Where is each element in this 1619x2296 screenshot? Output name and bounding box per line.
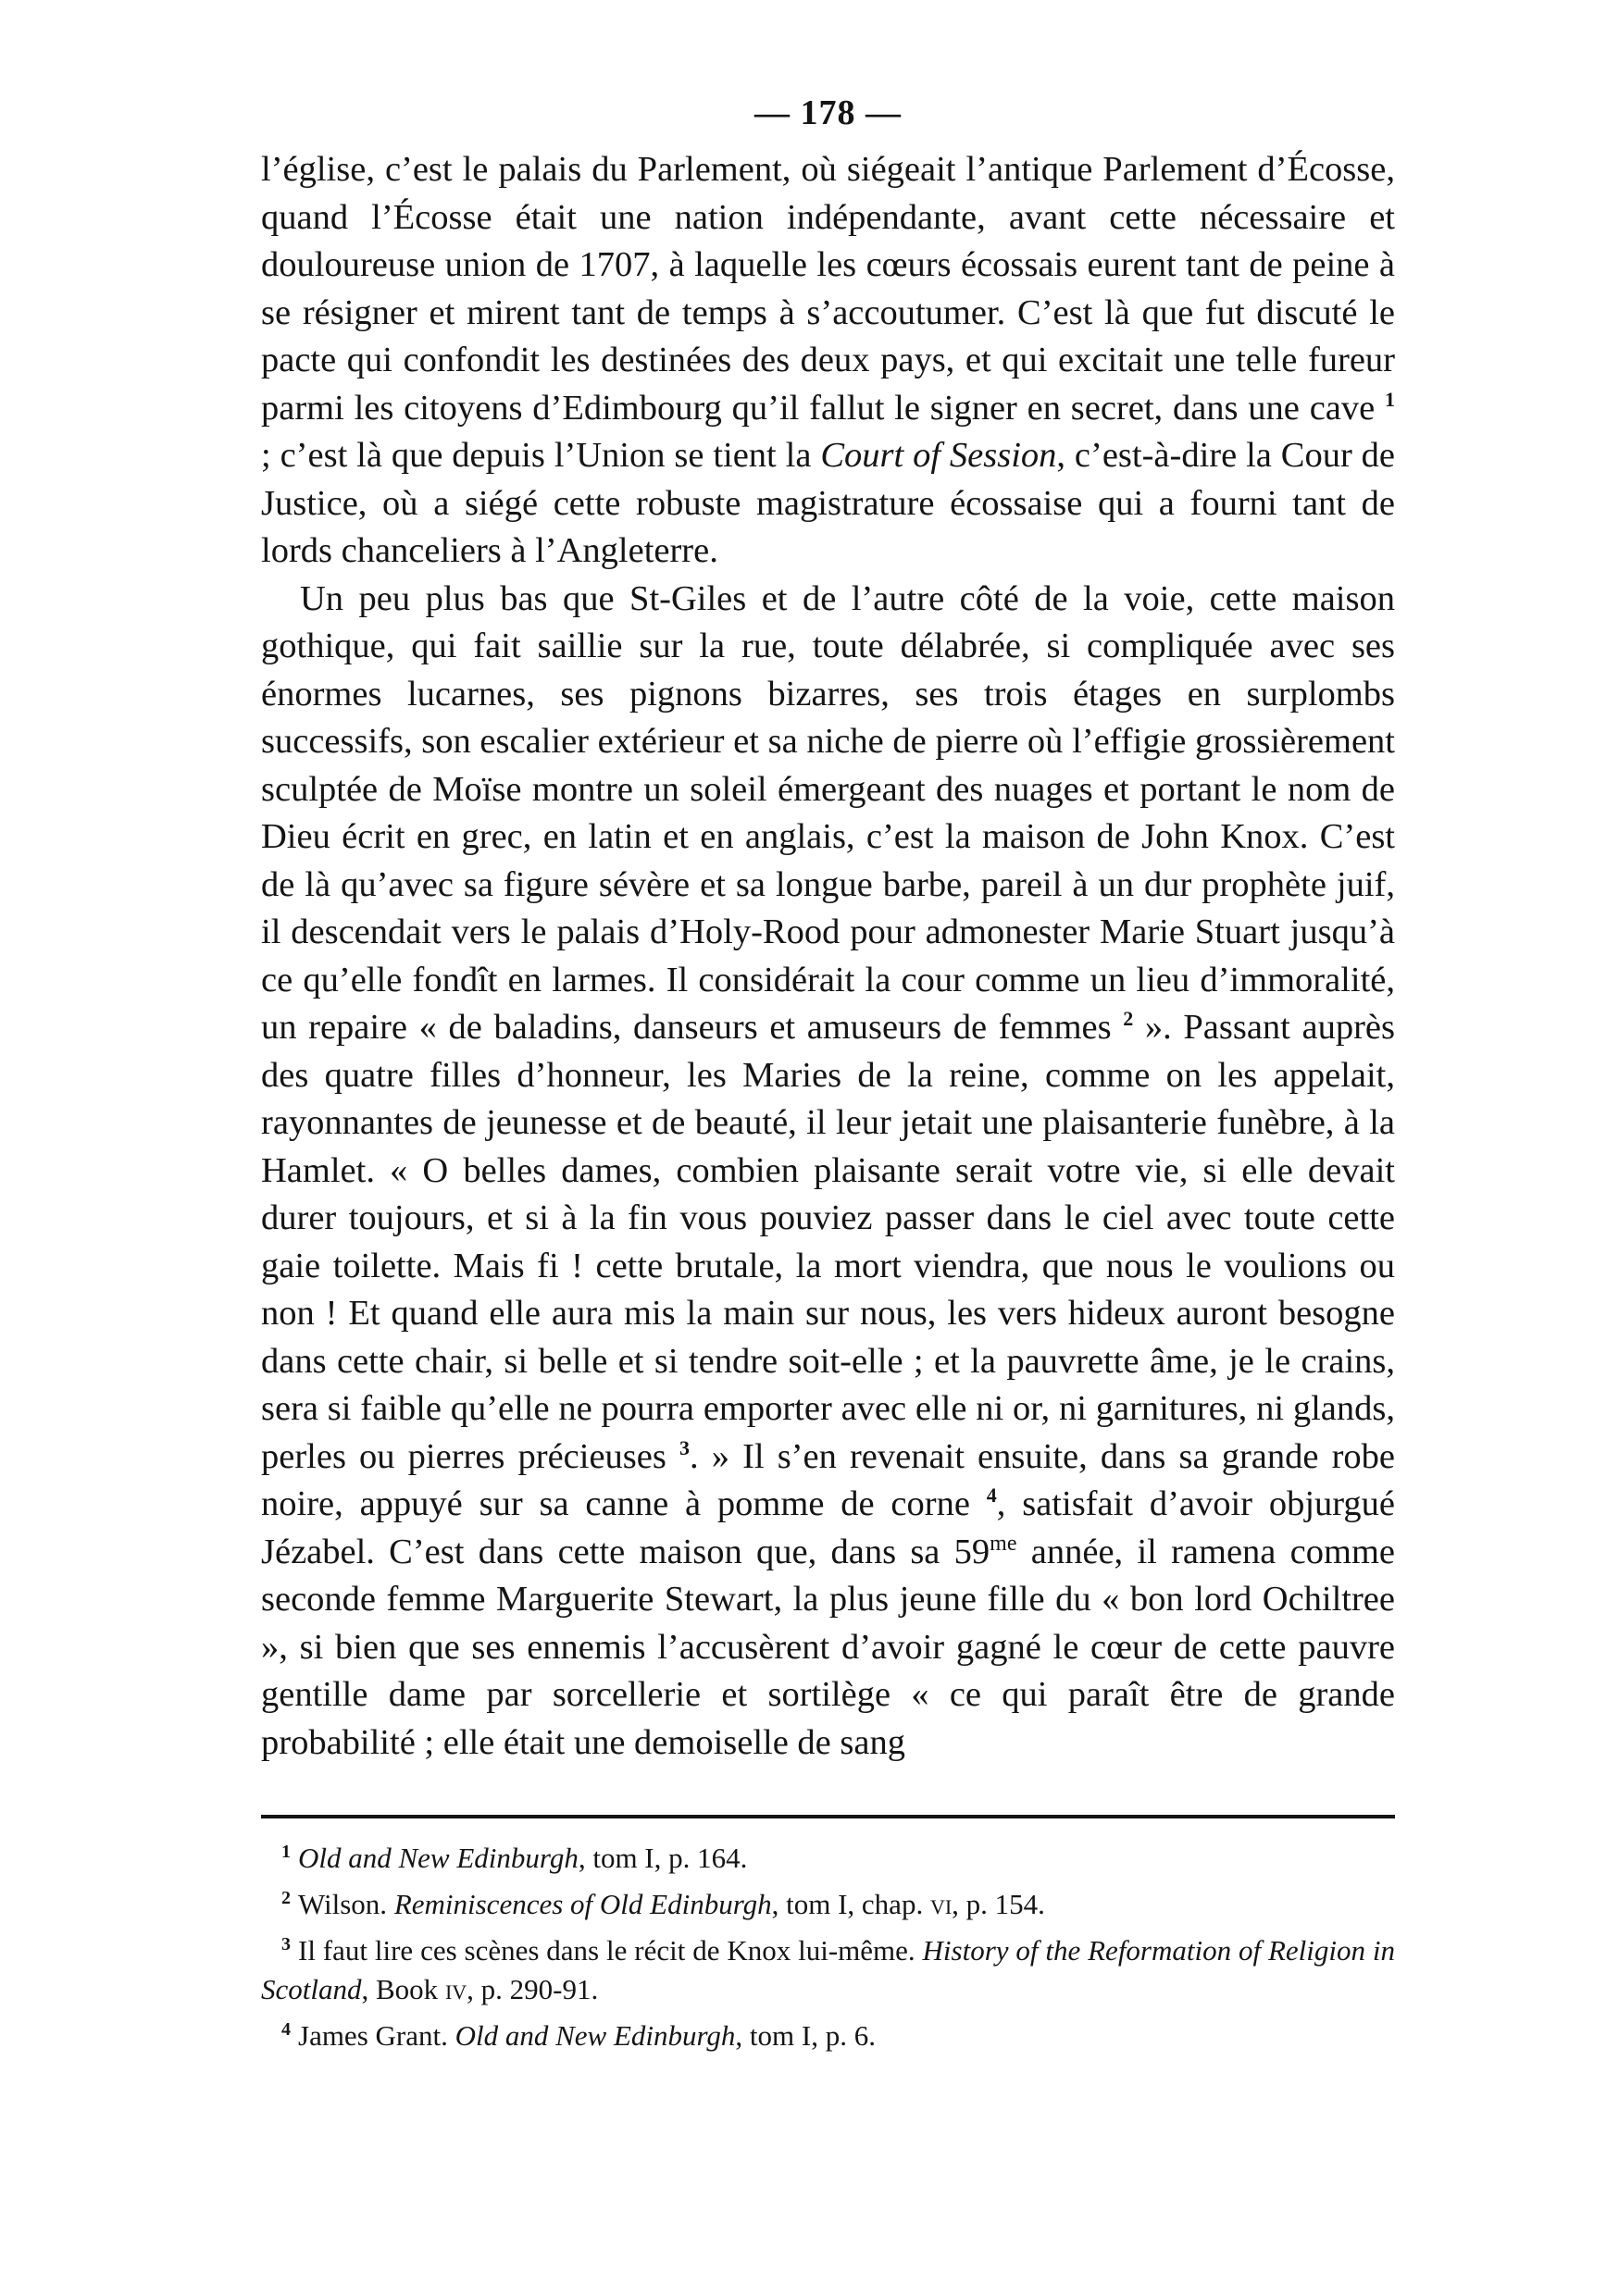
footnote-number: 2: [281, 1887, 291, 1908]
footnote-number: 1: [281, 1841, 291, 1862]
body-text: l’église, c’est le palais du Parlement, où siégeait l’antique Parlement d’Écosse, quand l’Écosse était une nation indépendante, avant cette nécessaire et douloureuse union de 1707, à laquelle les cœurs écossais eurent tant de peine à se résigner et mirent tant de temps à s’accoutumer. C’est là que fut discuté le pacte qui confondit les destinées des deux pays, et qui excitait une telle fureur parmi les citoyens d’Edimbourg qu’il fallut le signer en secret, dans une cave: [261, 150, 1395, 428]
book-page: [261, 93, 1395, 2063]
body-text: ». Passant auprès des quatre filles d’honneur, les Maries de la reine, comme on les appelait, rayonnantes de jeunesse et de beauté, il leur jetait une plaisanterie funèbre, à la Hamlet. « O belles dames, combien plaisante serait votre vie, si elle devait durer toujours, et si à la fin vous pouviez passer dans le ciel avec toute cette gaie toilette. Mais fi ! cette brutale, la mort viendra, que nous le voulions ou non ! Et quand elle aura mis la main sur nous, les vers hideux auront besogne dans cette chair, si belle et si tendre soit-elle ; et la pauvrette âme, je le crains, sera si faible qu’elle ne pourra emporter avec elle ni or, ni garnitures, ni glands, perles ou pierres précieuses: [261, 1008, 1395, 1476]
footnote-number: 3: [281, 1933, 291, 1955]
footnote-text: Il faut lire ces scènes dans le récit de Knox lui-même.: [298, 1934, 923, 1967]
footnote-number: 4: [281, 2018, 291, 2040]
footnote-text: Wilson.: [298, 1888, 394, 1920]
footnote-reference: 3: [679, 1435, 690, 1459]
body-text: , satisfait d’avoir objurgué Jézabel. C’est dans cette maison que, dans sa 59: [261, 1484, 1395, 1571]
ordinal-superscript: me: [990, 1531, 1017, 1556]
footnote-divider: [261, 1815, 1395, 1818]
body-text: [261, 146, 1395, 1767]
footnote-1: [261, 1839, 1395, 1878]
footnote-italic-title: Reminiscences of Old Edinburgh: [393, 1888, 772, 1920]
footnote-text: , p. 290-91.: [467, 1973, 599, 2005]
body-text: . » Il s’en revenait ensuite, dans sa grande robe noire, appuyé sur sa canne à pomme de corne: [261, 1436, 1395, 1523]
footnote-2: [261, 1885, 1395, 1924]
body-text: année, il ramena comme seconde femme Marguerite Stewart, la plus jeune fille du « bon lord Ochiltree », si bien que ses ennemis l’accusèrent d’avoir gagné le cœur de cette pauvre gentille dame par sorcellerie et sortilège « ce qui paraît être de grande probabilité ; elle était une demoiselle de sang: [261, 1532, 1395, 1762]
footnote-text: James Grant.: [298, 2019, 455, 2052]
footnotes: [261, 1839, 1395, 2055]
footnote-text: , p. 154.: [952, 1888, 1045, 1920]
footnote-italic-title: Old and New Edinburgh: [298, 1842, 579, 1874]
page-number: — 178 —: [754, 93, 902, 132]
body-text: , c’est-à-dire la Cour de Justice, où a siégé cette robuste magistrature écossaise qui a fourni tant de lords chanceliers à l’Angleterre.: [261, 436, 1395, 570]
footnote-italic-title: History of the Reformation of Religion in Scotland: [261, 1934, 1395, 2005]
footnote-reference: 4: [986, 1483, 997, 1508]
paragraph-1: [261, 146, 1395, 576]
footnote-roman-numeral: vi: [929, 1888, 953, 1920]
footnote-text: , tom I, p. 6.: [735, 2019, 876, 2052]
footnote-reference: 1: [1385, 387, 1395, 411]
footnote-text: , tom I, chap.: [771, 1888, 930, 1920]
footnote-reference: 2: [1123, 1007, 1134, 1031]
body-italic-title: Court of Session: [820, 436, 1057, 475]
footnote-4: [261, 2017, 1395, 2055]
footnote-text: , Book: [361, 1973, 445, 2005]
body-text: ; c’est là que depuis l’Union se tient la: [261, 436, 821, 475]
paragraph-2: [261, 576, 1395, 1768]
body-text: Un peu plus bas que St-Giles et de l’autre côté de la voie, cette maison gothique, qui fait saillie sur la rue, toute délabrée, si compliquée avec ses énormes lucarnes, ses pignons bizarres, ses trois étages en surplombs successifs, son escalier extérieur et sa niche de pierre où l’effigie grossièrement sculptée de Moïse montre un soleil émergeant des nuages et portant le nom de Dieu écrit en grec, en latin et en anglais, c’est la maison de John Knox. C’est de là qu’avec sa figure sévère et sa longue barbe, pareil à un dur prophète juif, il descendait vers le palais d’Holy-Rood pour admonester Marie Stuart jusqu’à ce qu’elle fondît en larmes. Il considérait la cour comme un lieu d’immoralité, un repaire « de baladins, danseurs et amuseurs de femmes: [261, 578, 1395, 1047]
footnote-text: , tom I, p. 164.: [578, 1842, 748, 1874]
footnote-roman-numeral: iv: [444, 1973, 467, 2005]
footnote-italic-title: Old and New Edinburgh: [455, 2019, 736, 2052]
footnote-3: [261, 1931, 1395, 2009]
